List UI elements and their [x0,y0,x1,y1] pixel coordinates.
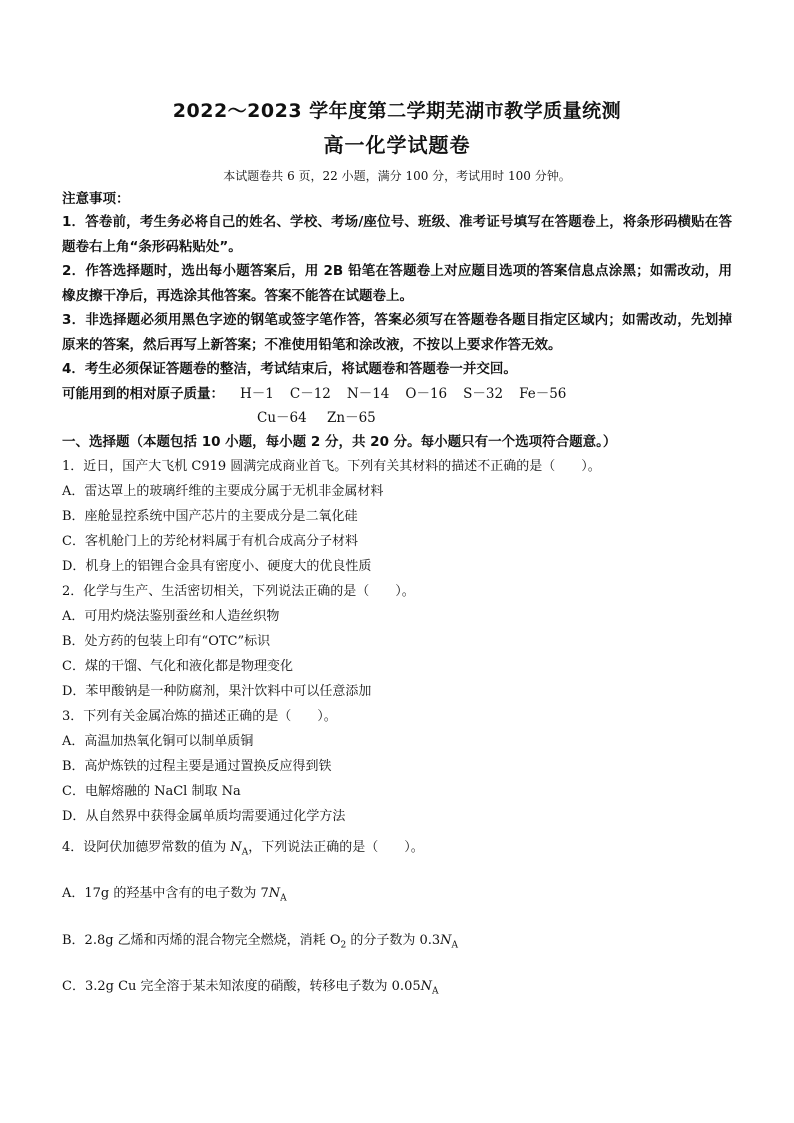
question-4-option-a [62,879,732,914]
atomic-mass-fe: Fe－56 [519,385,567,402]
note-item-2: 2．作答选择题时，选出每小题答案后，用 2B 铅笔在答题卷上对应题目选项的答案信息点涂黑；如需改动，用橡皮擦干净后，再选涂其他答案。答案不能答在试题卷上。 [62,263,732,304]
question-1-option-b: B．座舱显控系统中国产芯片的主要成分是二氧化硅 [62,508,358,524]
question-4-option-b-text: B．2.8g 乙烯和丙烯的混合物完全燃烧，消耗 O [62,932,341,948]
atomic-mass-cu: Cu－64 [257,409,307,426]
atomic-mass-row-1 [62,382,732,406]
exam-title: 2022～2023 学年度第二学期芜湖市教学质量统测 [172,100,622,122]
question-4-stem-post: ，下列说法正确的是（ ）。 [248,839,424,855]
question-3-stem: 3．下列有关金属冶炼的描述正确的是（ ）。 [62,708,337,724]
question-2-option-b: B．处方药的包装上印有“OTC”标识 [62,633,271,649]
section-1-heading: 一、选择题（本题包括 10 小题，每小题 2 分，共 20 分。每小题只有一个选项符合题意。） [62,433,617,450]
question-4-option-b-mid: 的分子数为 0.3 [346,932,441,948]
atomic-mass-h: H－1 [240,385,274,402]
question-4-option-a-text: A．17g 的羟基中含有的电子数为 7 [62,886,269,902]
exam-page [62,96,732,1007]
question-4-option-c [62,972,732,1007]
question-3-option-b: B．高炉炼铁的过程主要是通过置换反应得到铁 [62,758,332,774]
atomic-mass-zn: Zn－65 [327,409,376,426]
avogadro-symbol: N [268,886,281,902]
atomic-mass-s: S－32 [463,385,504,402]
question-2-option-a: A．可用灼烧法鉴别蚕丝和人造丝织物 [62,608,280,624]
question-2-option-d: D．苯甲酸钠是一种防腐剂，果汁饮料中可以任意添加 [62,683,372,699]
question-3-option-d: D．从自然界中获得金属单质均需要通过化学方法 [62,808,346,824]
exam-subtitle: 高一化学试题卷 [323,133,471,157]
question-4-stem [62,833,732,868]
atomic-mass-c: C－12 [289,385,331,402]
question-1-option-d: D．机身上的铝锂合金具有密度小、硬度大的优良性质 [62,558,372,574]
note-item-4: 4．考生必须保证答题卷的整洁，考试结束后，将试题卷和答题卷一并交回。 [62,361,517,377]
atomic-mass-n: N－14 [346,385,390,402]
question-1-option-a: A．雷达罩上的玻璃纤维的主要成分属于无机非金属材料 [62,483,384,499]
avogadro-symbol: N [420,979,432,995]
atomic-mass-o: O－16 [405,385,448,402]
question-1-option-c: C．客机舱门上的芳纶材料属于有机合成高分子材料 [62,533,358,549]
question-4-option-b [62,926,732,961]
oxygen-subscript: 2 [340,940,347,951]
avogadro-subscript: A [280,893,287,904]
question-2-option-c: C．煤的干馏、气化和液化都是物理变化 [62,658,293,674]
exam-info: 本试题卷共 6 页，22 小题，满分 100 分，考试用时 100 分钟。 [223,169,571,183]
atomic-mass-row-2 [62,406,732,430]
avogadro-subscript: A [431,986,439,997]
question-4-option-c-text: C．3.2g Cu 完全溶于某未知浓度的硝酸，转移电子数为 0.05 [62,979,421,995]
note-item-3: 3．非选择题必须用黑色字迹的钢笔或签字笔作答，答案必须写在答题卷各题目指定区域内；如需改动，先划掉原来的答案，然后再写上新答案；不准使用铅笔和涂改液，不按以上要求作答无效。 [62,312,732,353]
question-1-stem: 1．近日，国产大飞机 C919 圆满完成商业首飞。下列有关其材料的描述不正确的是（ ）。 [62,458,601,474]
question-3-option-a: A．高温加热氧化铜可以制单质铜 [62,733,254,749]
question-4-stem-pre: 4．设阿伏加德罗常数的值为 [62,839,231,855]
atomic-mass-label: 可能用到的相对原子质量： [62,385,224,402]
avogadro-subscript: A [451,940,459,951]
avogadro-symbol: N [230,839,242,855]
question-2-stem: 2．化学与生产、生活密切相关，下列说法正确的是（ ）。 [62,583,415,599]
avogadro-symbol: N [440,932,452,948]
notes-heading: 注意事项： [62,191,130,207]
question-3-option-c: C．电解熔融的 NaCl 制取 Na [62,783,241,799]
avogadro-subscript: A [241,847,249,858]
note-item-1: 1．答卷前，考生务必将自己的姓名、学校、考场/座位号、班级、准考证号填写在答题卷上，将条形码横贴在答题卷右上角“条形码粘贴处”。 [62,214,732,255]
